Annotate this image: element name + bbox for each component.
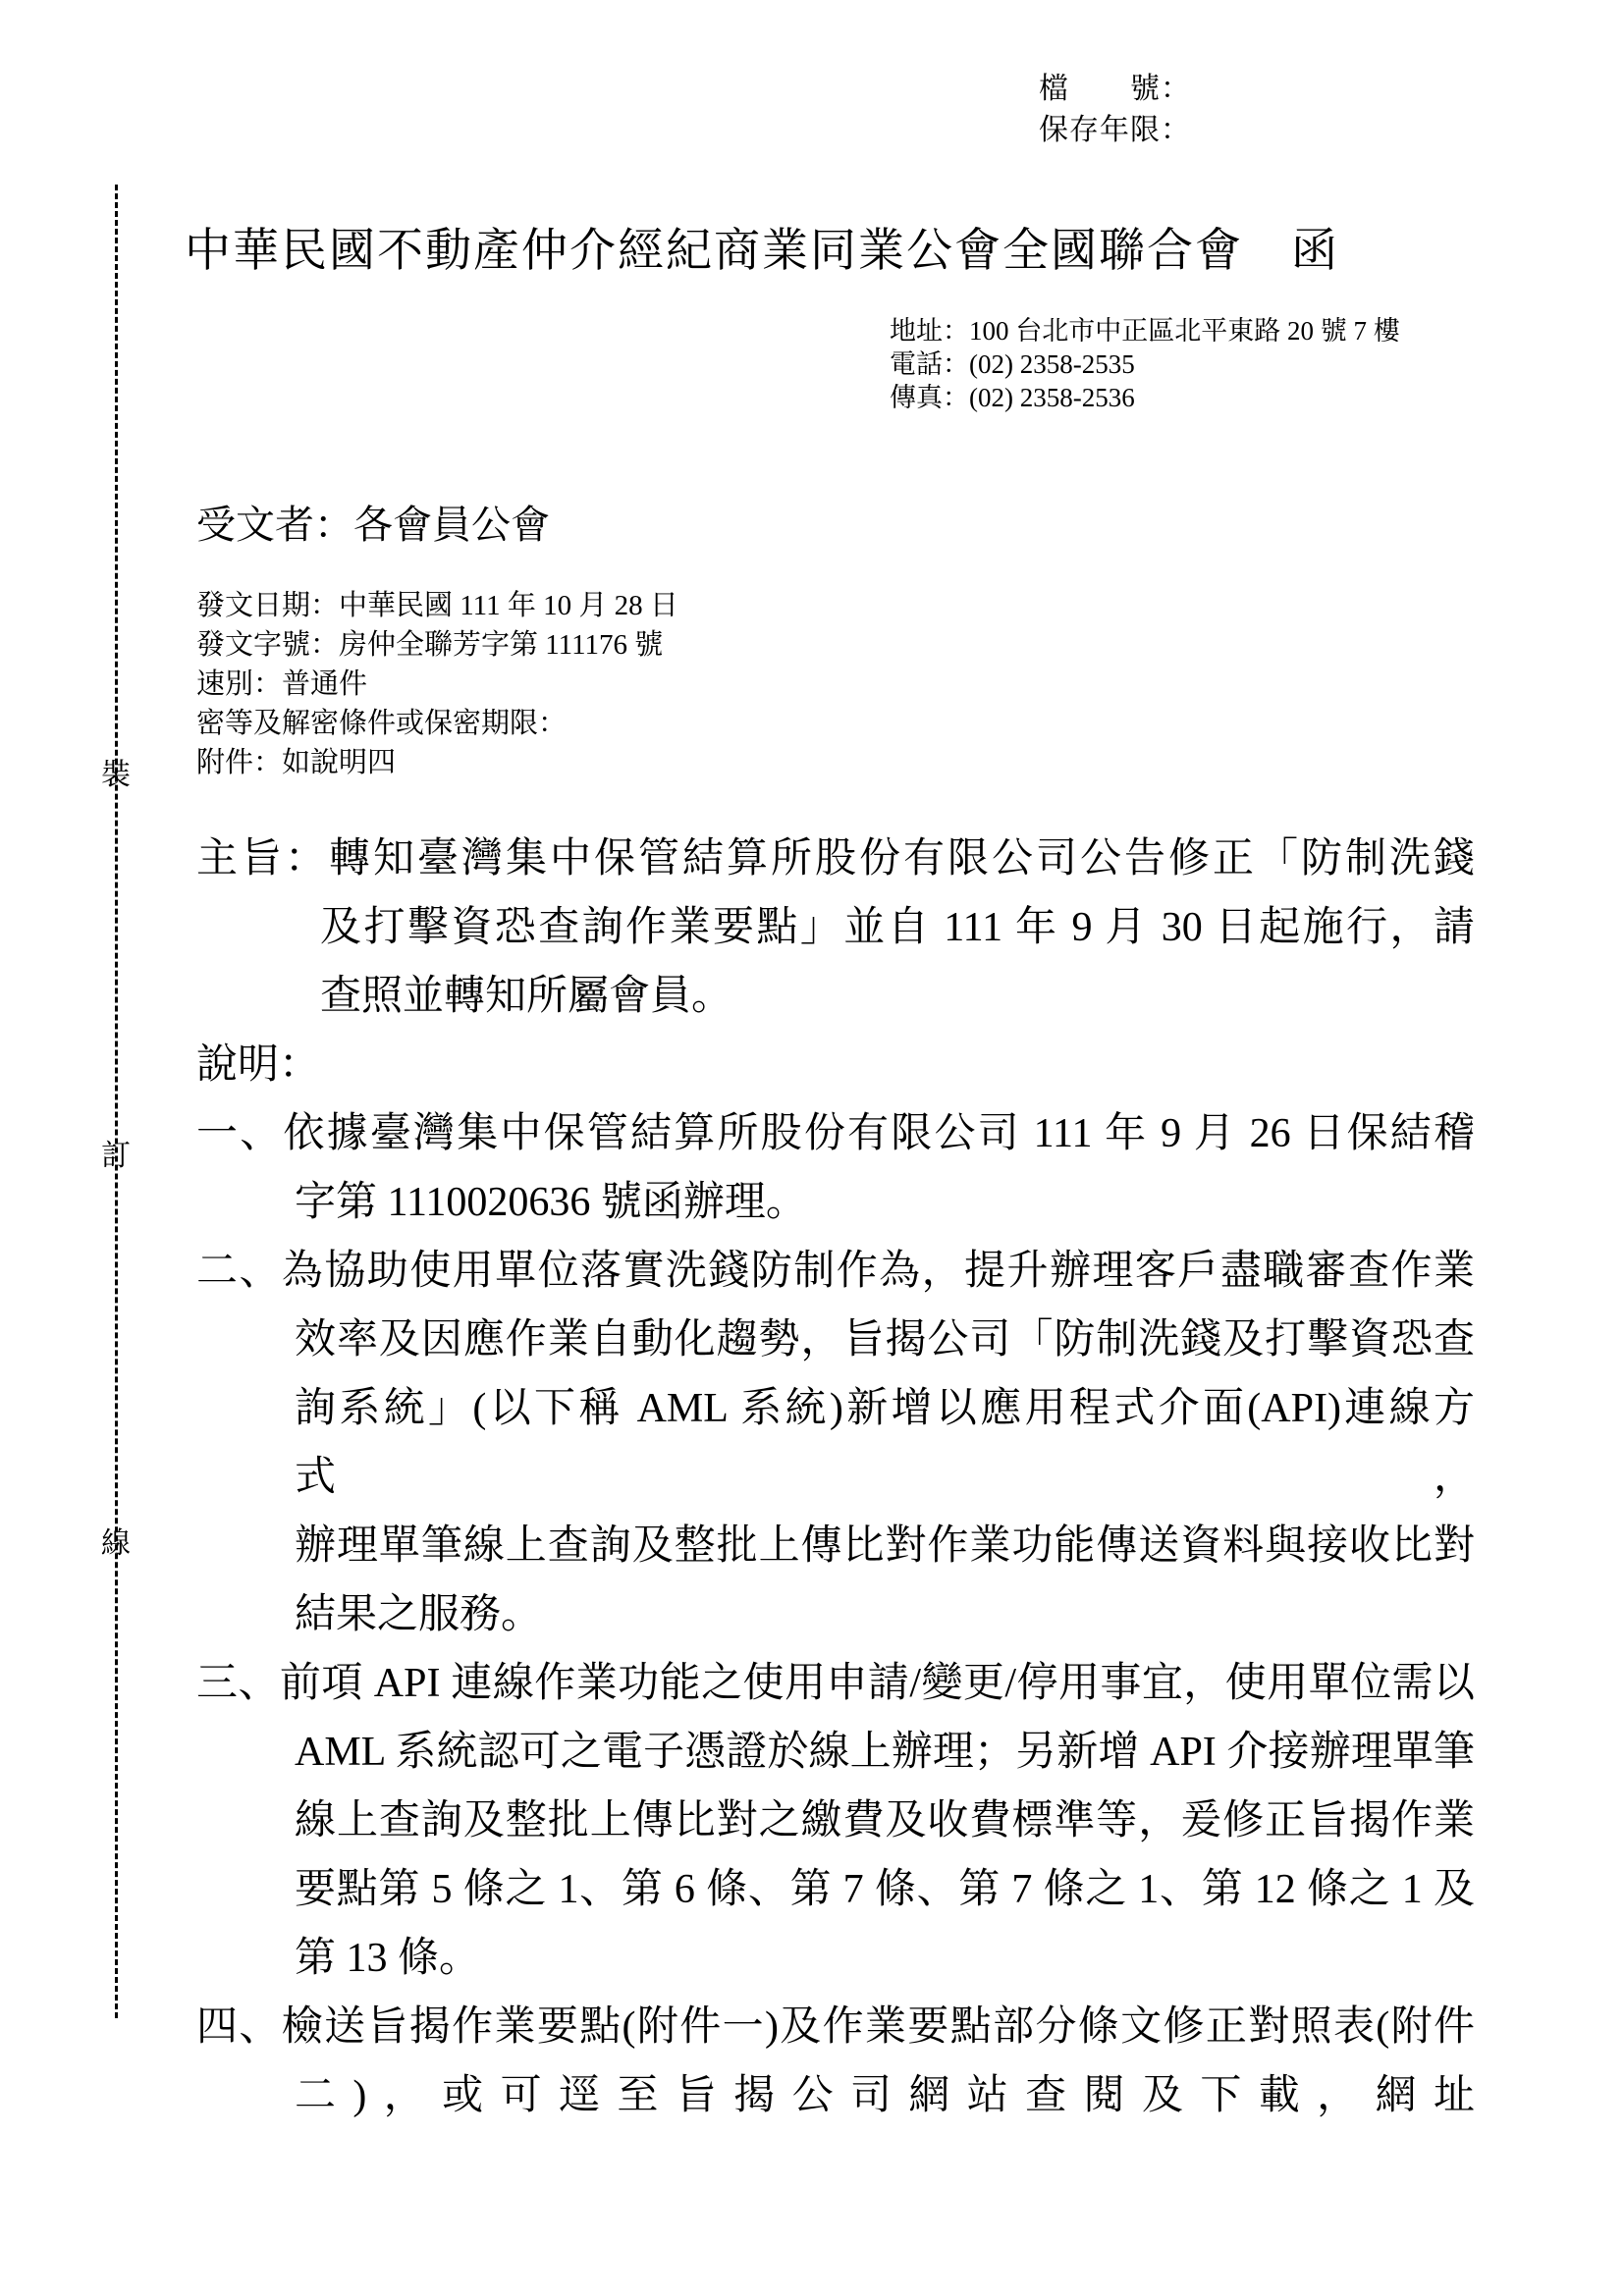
body-line-subject-1: 主旨：轉知臺灣集中保管結算所股份有限公司公告修正「防制洗錢 [196, 836, 1475, 881]
binding-mark-xian: 線 [101, 1527, 131, 1560]
meta-security-class: 密等及解密條件或保密期限： [196, 708, 568, 739]
body-line-item3-4: 要點第 5 條之 1、第 6 條、第 7 條、第 7 條之 1、第 12 條之 1 及 [295, 1867, 1475, 1912]
sender-contact-block [890, 314, 1400, 414]
binding-mark-ding: 訂 [101, 1140, 131, 1172]
body-line-subject-3: 查照並轉知所屬會員。 [320, 974, 733, 1019]
body-line-item3-3: 線上查詢及整批上傳比對之繳費及收費標準等，爰修正旨揭作業 [295, 1798, 1475, 1843]
body-line-subject-2: 及打擊資恐查詢作業要點」並自 111 年 9 月 30 日起施行，請 [320, 905, 1475, 950]
letter-body [196, 825, 1475, 2130]
file-number-block [1039, 69, 1191, 151]
recipient-line: 受文者：各會員公會 [196, 503, 550, 547]
document-meta-block [196, 586, 678, 782]
binding-dashed-line [115, 185, 118, 2018]
body-line-explain-label: 說明： [196, 1042, 321, 1088]
file-number-label: 檔 號： [1039, 73, 1191, 105]
body-line-item2-2: 效率及因應作業自動化趨勢，旨揭公司「防制洗錢及打擊資恐查 [295, 1317, 1475, 1362]
binding-mark-zhuang: 裝 [101, 759, 131, 791]
body-line-item4-1: 四、檢送旨揭作業要點(附件一)及作業要點部分條文修正對照表(附件 [196, 2004, 1475, 2050]
body-line-item1-1: 一、依據臺灣集中保管結算所股份有限公司 111 年 9 月 26 日保結稽 [196, 1111, 1475, 1156]
meta-issue-date: 發文日期：中華民國 111 年 10 月 28 日 [196, 590, 678, 621]
body-line-item4-2: 二)，或可逕至旨揭公司網站查閱及下載，網址 [295, 2073, 1475, 2118]
document-title: 中華民國不動產仲介經紀商業同業公會全國聯合會 函 [185, 226, 1339, 277]
body-line-item3-5: 第 13 條。 [295, 1936, 481, 1981]
body-line-item2-4: 辦理單筆線上查詢及整批上傳比對作業功能傳送資料與接收比對 [295, 1523, 1475, 1569]
meta-attachment: 附件：如說明四 [196, 747, 397, 778]
body-line-item2-1: 二、為協助使用單位落實洗錢防制作為，提升辦理客戶盡職審查作業 [196, 1249, 1475, 1294]
retention-period-label: 保存年限： [1039, 114, 1191, 146]
body-line-item3-2: AML 系統認可之電子憑證於線上辦理；另新增 API 介接辦理單筆 [295, 1730, 1475, 1775]
body-line-item2-5: 結果之服務。 [295, 1592, 543, 1637]
body-line-item2-3: 詢系統」(以下稱 AML 系統)新增以應用程式介面(API)連線方式， [295, 1386, 1475, 1500]
sender-address: 地址：100 台北市中正區北平東路 20 號 7 樓 [890, 316, 1400, 346]
meta-doc-number: 發文字號：房仲全聯芳字第 111176 號 [196, 629, 664, 661]
meta-speed-class: 速別：普通件 [196, 668, 368, 700]
body-line-item1-2: 字第 1110020636 號函辦理。 [295, 1180, 807, 1225]
sender-fax: 傳真：(02) 2358-2536 [890, 383, 1135, 412]
body-line-item3-1: 三、前項 API 連線作業功能之使用申請/變更/停用事宜，使用單位需以 [196, 1661, 1475, 1706]
sender-phone: 電話：(02) 2358-2535 [890, 349, 1135, 379]
